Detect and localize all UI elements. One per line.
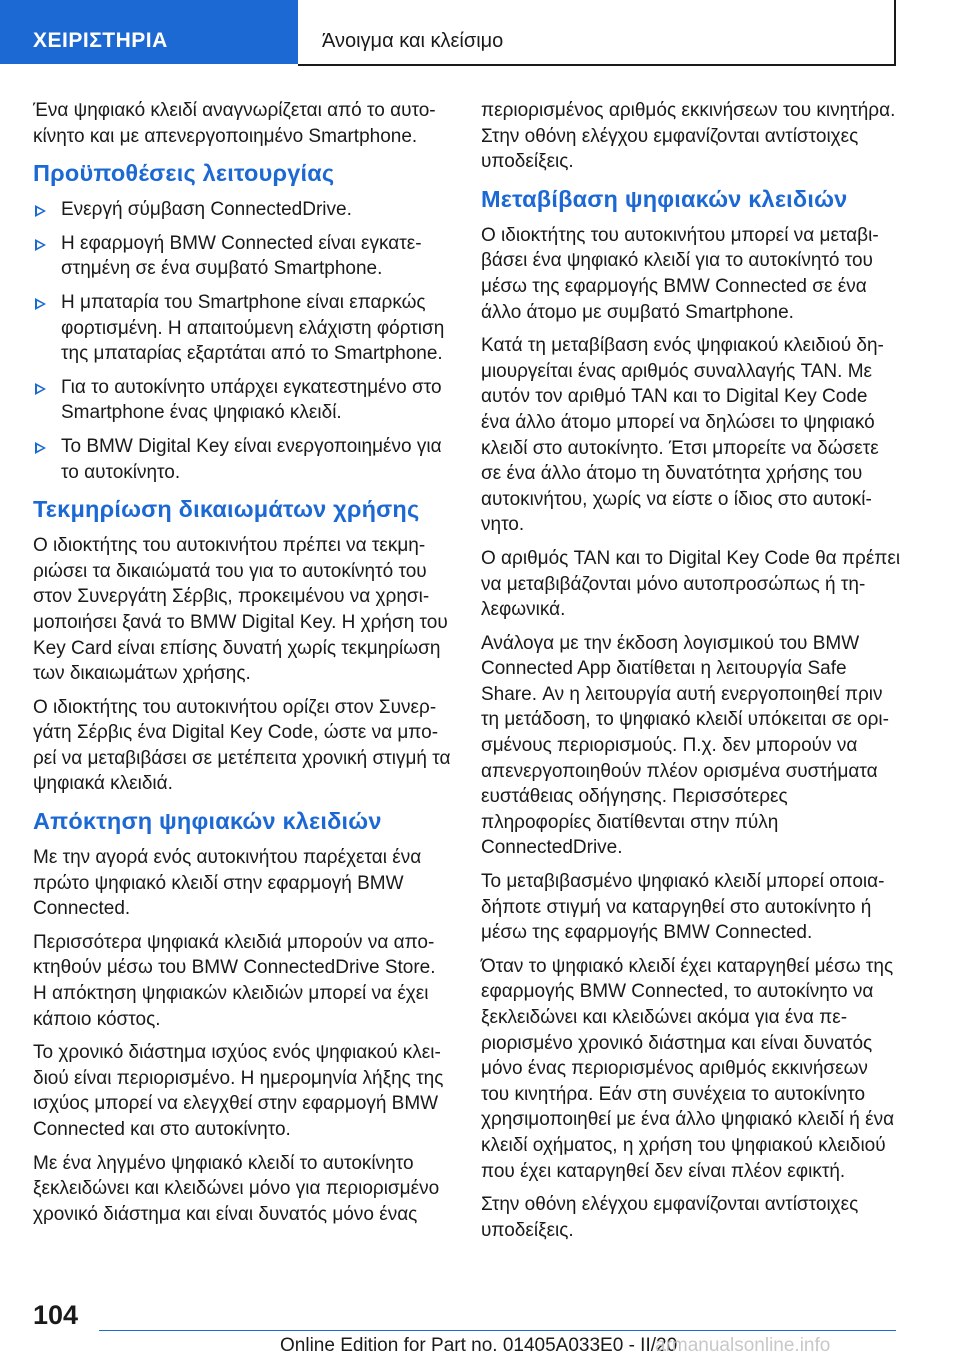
list-item-text: Η μπαταρία του Smartphone είναι επαρκώς φορτισμένη. Η απαιτούμενη ελάχιστη φόρτιση της μπαταρίας εξαρτάται από το Smartphone. [61,291,445,365]
acquire-paragraph-3: Το χρονικό διάστημα ισχύος ενός ψηφιακού κλειδιού είναι περιορισμένο. Η ημερομηνία λήξης της ισχύος μπορεί να ελεγχθεί στην εφαρμογή BMW Connected και στο αυτοκίνητο. [33,1042,444,1140]
list-item [33,375,453,426]
transfer-paragraph-2: Κατά τη μεταβίβαση ενός ψηφιακού κλειδιού δημιουργείται ένας αριθμός συναλλαγής TAN. Με αυτόν τον αριθμό TAN και το Digital Key Code ένα άλλο άτομο μπορεί να δηλώσει το ψηφιακό κλειδί στο αυτοκίνητο. Έτσι μπορείτε να δώσετε σε ένα άλλο άτομο τη δυνατότητα χρήσης του αυτοκινήτου, χωρίς να είστε ο ίδιος στο αυτοκίνητο. [481,335,884,536]
acquire-paragraph-2: Περισσότερα ψηφιακά κλειδιά μπορούν να αποκτηθούν μέσω του BMW ConnectedDrive Store. Η απόκτηση ψηφιακών κλειδιών μπορεί να έχει κάποιο κόστος. [33,931,436,1030]
transfer-paragraph-7: Στην οθόνη ελέγχου εμφανίζονται αντίστοιχες υποδείξεις. [481,1194,859,1241]
requirements-list [33,197,453,485]
triangle-bullet-icon [35,239,46,251]
requirements-heading: Προϋποθέσεις λειτουργίας [33,160,335,187]
chapter-title: Άνοιγμα και κλείσιμο [322,30,504,52]
left-column [33,98,453,1235]
continued-paragraph: περιορισμένος αριθμός εκκινήσεων του κινητήρα. Στην οθόνη ελέγχου εμφανίζονται αντίστοιχες υποδείξεις. [481,100,896,173]
page-header [0,0,960,66]
list-item-text: Η εφαρμογή BMW Connected είναι εγκατεστημένη σε ένα συμβατό Smartphone. [61,232,422,280]
transfer-paragraph-6: Όταν το ψηφιακό κλειδί έχει καταργηθεί μέσω της εφαρμογής BMW Connected, το αυτοκίνητο να ξεκλειδώνει και κλειδώνει ακόμα για ένα περιορισμένο χρονικό διάστημα και είναι δυνατός μόνο ένας περιορισμένος αριθμός εκκινήσεων του κινητήρα. Εάν στη συνέχεια το αυτοκίνητο χρησιμοποιηθεί με ένα άλλο ψηφιακό κλειδί ή ένα κλειδί οχήματος, η χρήση του ψηφιακού κλειδιού που έχει καταργηθεί δεν είναι πλέον εφικτή. [481,955,895,1182]
list-item [33,290,453,367]
header-vertical-divider [894,0,896,66]
edition-text: Online Edition for Part no. 01405A033E0 - II/20 [280,1335,678,1356]
transfer-paragraph-1: Ο ιδιοκτήτης του αυτοκινήτου μπορεί να μεταβιβάσει ένα ψηφιακό κλειδί για το αυτοκίνητό του μέσω της εφαρμογής BMW Connected σε ένα άλλο άτομο με συμβατό Smartphone. [481,224,879,323]
header-divider [298,64,896,66]
list-item-text: Ενεργή σύμβαση ConnectedDrive. [61,199,352,221]
triangle-bullet-icon [35,442,46,454]
triangle-bullet-icon [35,298,46,310]
list-item-text: Για το αυτοκίνητο υπάρχει εγκατεστημένο στο Smartphone ένας ψηφιακό κλειδί. [61,376,442,424]
intro-paragraph: Ένα ψηφιακό κλειδί αναγνωρίζεται από το αυτοκίνητο και με απενεργοποιημένο Smartphone. [33,100,436,147]
rights-paragraph-1: Ο ιδιοκτήτης του αυτοκινήτου πρέπει να τεκμηριώσει τα δικαιώματά του για το αυτοκίνητό του στον Συνεργάτη Σέρβις, προκειμένου να χρησιμοποιήσει ξανά το BMW Digital Key. Η χρήση του Key Card είναι επίσης δυνατή χωρίς τεκμηρίωση των δικαιωμάτων χρήσης. [33,535,448,685]
triangle-bullet-icon [35,383,46,395]
transfer-paragraph-4: Ανάλογα με την έκδοση λογισμικού του BMW Connected App διατίθεται η λειτουργία Safe Share. Αν η λειτουργία αυτή ενεργοποιηθεί πριν τη μετάδοση, το ψηφιακό κλειδί υπόκειται σε ορισμένους περιορισμούς. Π.χ. δεν μπορούν να απενεργοποιηθούν πλέον ορισμένα συστήματα ευστάθειας οδήγησης. Περισσότερες πληροφορίες διατίθενται στην πύλη ConnectedDrive. [481,632,889,859]
list-item-text: Το BMW Digital Key είναι ενεργοποιημένο για το αυτοκίνητο. [61,435,442,483]
transfer-paragraph-3: Ο αριθμός TAN και το Digital Key Code θα πρέπει να μεταβιβάζονται μόνο αυτοπροσώπως ή τηλεφωνικά. [481,547,901,621]
list-item [33,434,453,485]
acquire-heading: Απόκτηση ψηφιακών κλειδιών [33,808,382,835]
section-tab: ΧΕΙΡΙΣΤΗΡΙΑ [0,0,298,64]
watermark-text: armanualsonline.info [655,1335,831,1356]
acquire-paragraph-4: Με ένα ληγμένο ψηφιακό κλειδί το αυτοκίνητο ξεκλειδώνει και κλειδώνει μόνο για περιορισμένο χρονικό διάστημα και είναι δυνατός μόνο ένας [33,1152,440,1225]
rights-paragraph-2: Ο ιδιοκτήτης του αυτοκινήτου ορίζει στον Συνεργάτη Σέρβις ένα Digital Key Code, ώστε να μπορεί να μεταβιβάσει σε μετέπειτα χρονική στιγμή τα ψηφιακά κλειδιά. [33,696,451,795]
list-item [33,197,453,223]
rights-heading: Τεκμηρίωση δικαιωμάτων χρήσης [33,496,420,523]
acquire-paragraph-1: Με την αγορά ενός αυτοκινήτου παρέχεται ένα πρώτο ψηφιακό κλειδί στην εφαρμογή BMW Connected. [33,847,422,920]
transfer-heading: Μεταβίβαση ψηφιακών κλειδιών [481,185,848,212]
right-column [481,98,901,1251]
transfer-paragraph-5: Το μεταβιβασμένο ψηφιακό κλειδί μπορεί οποιαδήποτε στιγμή να καταργηθεί στο αυτοκίνητο ή μέσω της εφαρμογής BMW Connected. [481,871,885,944]
footer-divider [99,1330,896,1331]
list-item [33,231,453,282]
triangle-bullet-icon [35,205,46,217]
page-number: 104 [33,1300,79,1330]
